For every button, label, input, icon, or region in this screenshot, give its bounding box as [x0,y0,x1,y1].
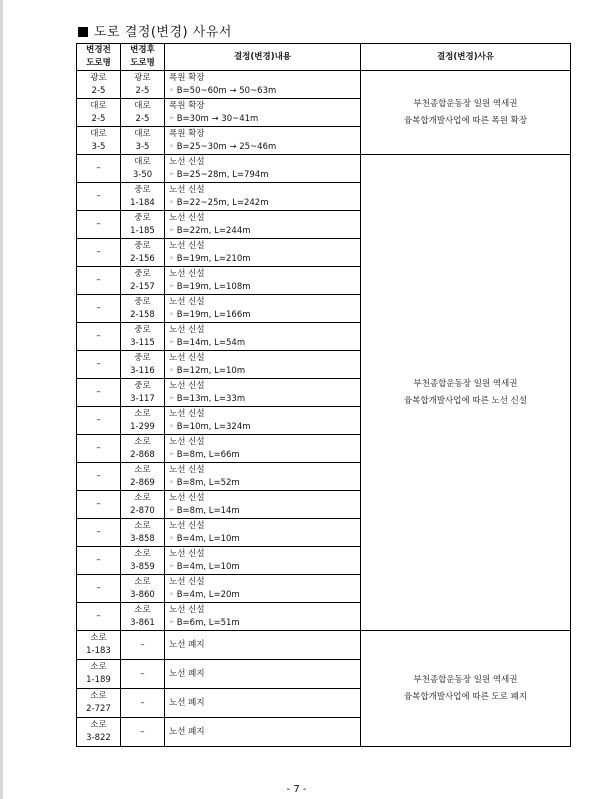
before-road-cell-line: 1-183 [86,646,111,656]
before-road-cell [77,351,121,379]
before-road-cell [77,689,121,718]
content-cell-line: ◦ B=22~25m, L=242m [169,197,269,208]
header-row [77,44,571,71]
content-cell-line: ◦ B=8m, L=14m [169,505,240,516]
before-road-cell [77,660,121,689]
before-road-cell-line: 소로 [90,633,107,643]
header-content: 결정(변경)내용 [165,44,361,71]
after-road-cell [121,99,165,127]
after-road-cell-line: 2-157 [130,281,155,292]
before-road-cell-line: 2-5 [91,113,106,124]
before-road-cell-line: – [96,191,101,201]
after-road-cell-line: – [140,668,145,679]
after-road-cell [121,295,165,323]
content-cell [165,71,361,99]
reason-cell [361,155,571,631]
table-row [77,71,571,99]
content-cell-line: ◦ B=6m, L=51m [169,617,240,628]
before-road-cell [77,631,121,660]
content-cell-line: ◦ B=4m, L=10m [169,561,240,572]
before-road-cell-line: – [96,219,101,229]
content-cell-line: ◦ B=13m, L=33m [169,393,246,404]
after-road-cell-line: 광로 [134,72,151,83]
before-road-cell-line: 대로 [90,128,107,139]
content-cell-line: ◦ B=8m, L=66m [169,449,240,460]
before-road-cell [77,519,121,547]
after-road-cell [121,575,165,603]
before-road-cell [77,183,121,211]
content-cell-line: ◦ B=19m, L=166m [169,309,251,320]
after-road-cell [121,660,165,689]
before-road-cell [77,547,121,575]
before-road-cell-line: – [96,611,101,621]
before-road-cell-line: – [96,359,101,369]
content-cell-line: ◦ B=25~30m → 25~46m [169,141,277,152]
before-road-cell-line: – [96,387,101,397]
before-road-cell-line: – [96,471,101,481]
table-row [77,155,571,183]
after-road-cell-line: 대로 [134,128,151,139]
content-cell-line: ◦ B=12m, L=10m [169,365,246,376]
before-road-cell [77,435,121,463]
section-heading [78,21,232,40]
content-cell-line: 폭원 확장 [169,72,205,83]
before-road-cell [77,267,121,295]
after-road-cell-line: 3-5 [135,141,150,152]
after-road-cell [121,463,165,491]
after-road-cell [121,547,165,575]
content-cell [165,547,361,575]
after-road-cell [121,519,165,547]
after-road-cell-line: 대로 [134,156,151,167]
table-row [77,631,571,660]
content-cell [165,351,361,379]
before-road-cell [77,127,121,155]
content-cell [165,323,361,351]
content-cell-line: ◦ B=10m, L=324m [169,421,251,432]
header-reason: 결정(변경)사유 [361,44,571,71]
after-road-cell [121,689,165,718]
content-cell-line: 노선 신설 [169,576,205,587]
after-road-cell [121,407,165,435]
content-cell-line: ◦ B=19m, L=108m [169,281,251,292]
after-road-cell [121,351,165,379]
after-road-cell-line: 중로 [134,296,151,307]
before-road-cell-line: – [96,499,101,509]
content-cell [165,631,361,660]
content-cell-line: 노선 신설 [169,464,205,475]
before-road-cell-line: – [96,303,101,313]
content-cell [165,211,361,239]
before-road-cell [77,407,121,435]
content-cell-line: ◦ B=30m → 30~41m [169,113,259,124]
content-cell [165,267,361,295]
road-decision-table [76,43,571,747]
content-cell [165,239,361,267]
content-cell [165,99,361,127]
after-road-cell-line: – [140,639,145,650]
after-road-cell [121,491,165,519]
before-road-cell-line: 2-727 [86,704,111,714]
before-road-cell [77,295,121,323]
after-road-cell-line: 2-156 [130,253,155,264]
content-cell [165,519,361,547]
content-cell [165,689,361,718]
content-cell-line: 노선 신설 [169,352,205,363]
before-road-cell-line: 소로 [90,662,107,672]
after-road-cell-line: 소로 [134,548,151,559]
content-cell [165,718,361,747]
content-cell-line: 노선 신설 [169,296,205,307]
after-road-cell-line: 3-117 [130,393,155,404]
reason-cell [361,631,571,747]
content-cell-line: 노선 폐지 [169,668,205,679]
after-road-cell-line: 2-5 [135,113,150,124]
content-cell-line: 노선 신설 [169,212,205,223]
before-road-cell-line: 1-189 [86,675,111,685]
after-road-cell [121,71,165,99]
content-cell-line: 노선 신설 [169,436,205,447]
content-cell [165,660,361,689]
before-road-cell [77,603,121,631]
after-road-cell-line: 3-116 [130,365,155,376]
before-road-cell [77,575,121,603]
content-cell-line: 노선 신설 [169,604,205,615]
before-road-cell [77,239,121,267]
before-road-cell-line: 3-5 [91,141,106,152]
after-road-cell [121,239,165,267]
content-cell [165,379,361,407]
after-road-cell [121,183,165,211]
reason-line: 부천종합운동장 일원 역세권 [413,378,518,389]
before-road-cell-line: – [96,163,101,173]
before-road-cell-line: – [96,415,101,425]
content-cell [165,575,361,603]
content-cell-line: 노선 신설 [169,548,205,559]
after-road-cell-line: 소로 [134,520,151,531]
reason-line: 융복합개발사업에 따른 폭원 확장 [403,115,528,126]
content-cell-line: 노선 신설 [169,268,205,279]
content-cell-line: ◦ B=8m, L=52m [169,477,240,488]
content-cell-line: 노선 신설 [169,520,205,531]
content-cell-line: ◦ B=50~60m → 50~63m [169,85,277,96]
after-road-cell-line: 소로 [134,464,151,475]
after-road-cell [121,127,165,155]
content-cell-line: ◦ B=4m, L=20m [169,589,240,600]
header-before-road: 변경전 도로명 [77,44,121,71]
after-road-cell [121,631,165,660]
page-edge [0,0,3,799]
content-cell-line: 노선 신설 [169,156,205,167]
after-road-cell [121,211,165,239]
before-road-cell-line: 2-5 [91,85,106,96]
before-road-cell [77,155,121,183]
after-road-cell-line: – [140,697,145,708]
reason-cell [361,71,571,155]
reason-line: 부천종합운동장 일원 역세권 [413,98,518,109]
after-road-cell-line: 2-5 [135,85,150,96]
content-cell-line: 노선 폐지 [169,697,205,708]
content-cell-line: ◦ B=25~28m, L=794m [169,169,269,180]
after-road-cell-line: 소로 [134,576,151,587]
content-cell-line: 폭원 확장 [169,128,205,139]
before-road-cell [77,71,121,99]
after-road-cell [121,267,165,295]
after-road-cell [121,603,165,631]
content-cell-line: 노선 신설 [169,492,205,503]
black-square-icon [78,27,88,37]
reason-line: 부천종합운동장 일원 역세권 [413,674,518,685]
after-road-cell-line: – [140,726,145,737]
after-road-cell-line: 중로 [134,324,151,335]
content-cell-line: 노선 신설 [169,324,205,335]
content-cell-line: 노선 신설 [169,380,205,391]
after-road-cell-line: 소로 [134,408,151,419]
content-cell [165,407,361,435]
reason-line: 융복합개발사업에 따른 도로 폐지 [403,691,528,702]
before-road-cell-line: – [96,555,101,565]
after-road-cell-line: 2-869 [130,477,155,488]
content-cell [165,603,361,631]
after-road-cell-line: 중로 [134,380,151,391]
after-road-cell-line: 중로 [134,352,151,363]
after-road-cell-line: 중로 [134,240,151,251]
after-road-cell-line: 3-115 [130,337,155,348]
content-cell-line: 노선 폐지 [169,639,205,650]
after-road-cell-line: 1-299 [130,421,155,432]
before-road-cell-line: 소로 [90,691,107,701]
after-road-cell-line: 3-50 [132,169,153,180]
content-cell [165,295,361,323]
content-cell-line: ◦ B=14m, L=54m [169,337,246,348]
after-road-cell-line: 소로 [134,436,151,447]
after-road-cell [121,155,165,183]
content-cell-line: 노선 신설 [169,184,205,195]
before-road-cell-line: – [96,443,101,453]
content-cell [165,463,361,491]
after-road-cell-line: 1-184 [130,197,155,208]
before-road-cell-line: – [96,247,101,257]
after-road-cell-line: 소로 [134,604,151,615]
content-cell [165,155,361,183]
after-road-cell-line: 대로 [134,100,151,111]
after-road-cell-line: 3-859 [130,561,155,572]
before-road-cell [77,323,121,351]
before-road-cell [77,718,121,747]
after-road-cell-line: 3-858 [130,533,155,544]
before-road-cell [77,99,121,127]
before-road-cell-line: 대로 [90,100,107,111]
before-road-cell [77,211,121,239]
content-cell-line: ◦ B=22m, L=244m [169,225,251,236]
before-road-cell-line: – [96,527,101,537]
before-road-cell-line: 3-822 [86,733,111,743]
content-cell-line: 노선 폐지 [169,726,205,737]
before-road-cell [77,463,121,491]
before-road-cell-line: – [96,331,101,341]
content-cell-line: ◦ B=4m, L=10m [169,533,240,544]
before-road-cell-line: – [96,583,101,593]
after-road-cell-line: 2-870 [130,505,155,516]
after-road-cell [121,718,165,747]
content-cell [165,435,361,463]
before-road-cell-line: – [96,275,101,285]
before-road-cell-line: 소로 [90,720,107,730]
after-road-cell-line: 소로 [134,492,151,503]
before-road-cell [77,491,121,519]
before-road-cell-line: 광로 [90,72,107,83]
after-road-cell-line: 1-185 [130,225,155,236]
after-road-cell-line: 2-868 [130,449,155,460]
content-cell-line: 노선 신설 [169,240,205,251]
after-road-cell [121,323,165,351]
section-heading-text: 도로 결정(변경) 사유서 [94,25,232,40]
content-cell-line: 노선 신설 [169,408,205,419]
after-road-cell-line: 중로 [134,184,151,195]
content-cell [165,127,361,155]
content-cell-line: ◦ B=19m, L=210m [169,253,251,264]
after-road-cell [121,379,165,407]
header-after-road: 변경후 도로명 [121,44,165,71]
after-road-cell-line: 3-861 [130,617,155,628]
content-cell-line: 폭원 확장 [169,100,205,111]
reason-line: 융복합개발사업에 따른 노선 신설 [403,395,528,406]
before-road-cell [77,379,121,407]
page-number: - 7 - [286,784,307,795]
content-cell [165,491,361,519]
after-road-cell-line: 중로 [134,268,151,279]
content-cell [165,183,361,211]
after-road-cell [121,435,165,463]
after-road-cell-line: 3-860 [130,589,155,600]
after-road-cell-line: 중로 [134,212,151,223]
table-body [77,71,571,747]
after-road-cell-line: 2-158 [130,309,155,320]
